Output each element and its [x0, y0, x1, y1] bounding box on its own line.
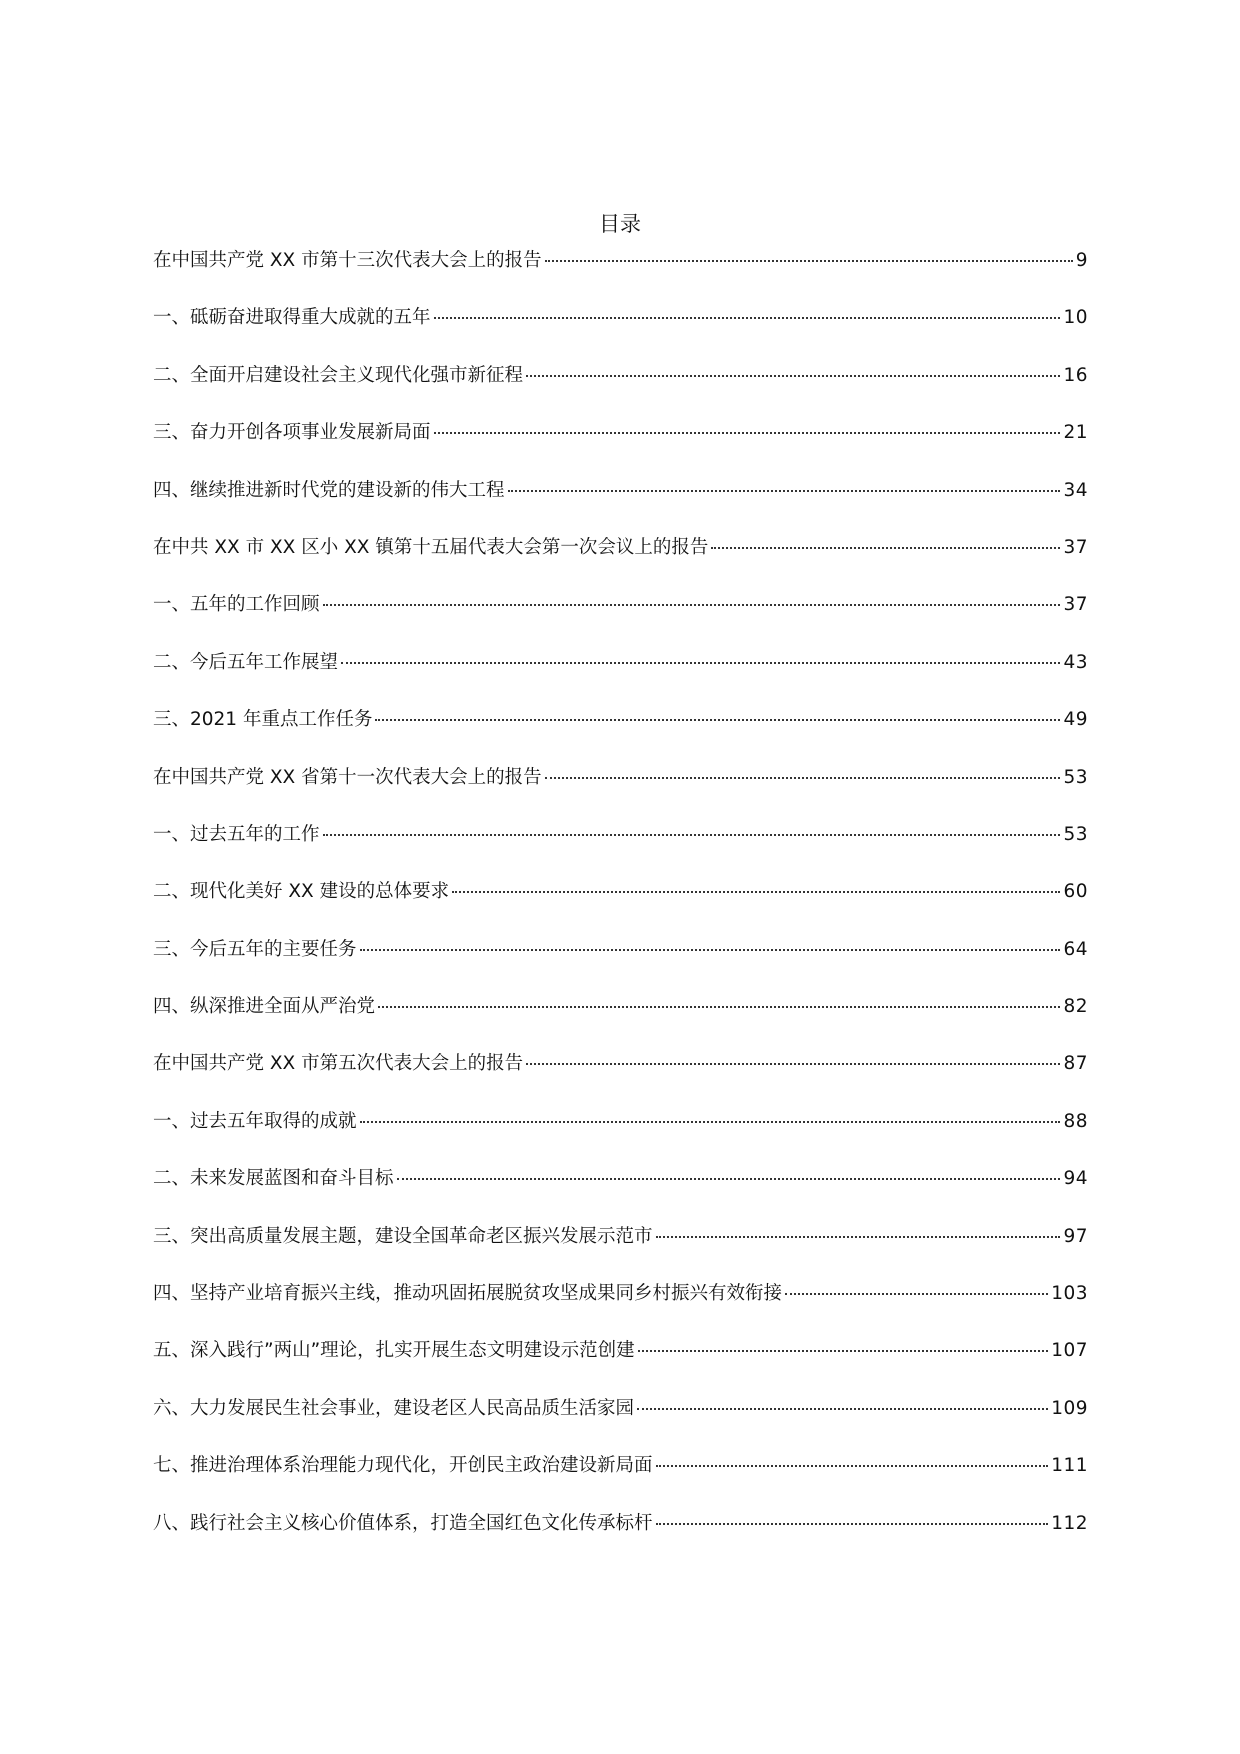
toc-entry-text: 一、过去五年取得的成就 [153, 1110, 357, 1132]
toc-entry[interactable] [153, 361, 1088, 418]
toc-entry[interactable] [153, 246, 1088, 303]
toc-entry-text: 在中共 XX 市 XX 区小 XX 镇第十五届代表大会第一次会议上的报告 [153, 536, 709, 558]
toc-dot-leader [711, 547, 1060, 549]
toc-entry-text: 一、砥砺奋进取得重大成就的五年 [153, 307, 431, 329]
toc-dot-leader [637, 1408, 1048, 1410]
toc-dot-leader [323, 604, 1061, 606]
toc-dot-leader [323, 834, 1061, 836]
toc-entry[interactable] [153, 1222, 1088, 1279]
toc-entry[interactable] [153, 1509, 1088, 1566]
toc-page-number: 53 [1063, 766, 1088, 788]
toc-entry[interactable] [153, 935, 1088, 992]
toc-entry[interactable] [153, 763, 1088, 820]
toc-entry-text: 三、突出高质量发展主题，建设全国革命老区振兴发展示范市 [153, 1225, 653, 1247]
toc-entry[interactable] [153, 303, 1088, 360]
toc-entry[interactable] [153, 1279, 1088, 1336]
toc-page-number: 109 [1051, 1397, 1088, 1419]
toc-page-number: 37 [1063, 594, 1088, 616]
toc-page-number: 111 [1051, 1455, 1088, 1477]
toc-dot-leader [360, 1121, 1061, 1123]
toc-page-number: 37 [1063, 536, 1088, 558]
toc-page-number: 107 [1051, 1340, 1088, 1362]
toc-entry[interactable] [153, 705, 1088, 762]
toc-entry-text: 四、纵深推进全面从严治党 [153, 996, 376, 1018]
toc-page-number: 10 [1063, 307, 1088, 329]
toc-page-number: 97 [1063, 1225, 1088, 1247]
toc-dot-leader [526, 1063, 1060, 1065]
toc-page-number: 87 [1063, 1053, 1088, 1075]
toc-entry[interactable] [153, 1049, 1088, 1106]
toc-entry-text: 二、全面开启建设社会主义现代化强市新征程 [153, 364, 524, 386]
toc-entry[interactable] [153, 1394, 1088, 1451]
toc-entry[interactable] [153, 533, 1088, 590]
toc-page-number: 60 [1063, 881, 1088, 903]
toc-page-number: 49 [1063, 709, 1088, 731]
toc-page-number: 9 [1075, 250, 1088, 271]
toc-page-number: 112 [1051, 1512, 1088, 1534]
toc-entry[interactable] [153, 1107, 1088, 1164]
toc-entry-text: 七、推进治理体系治理能力现代化，开创民主政治建设新局面 [153, 1455, 653, 1477]
toc-entry-text: 四、坚持产业培育振兴主线，推动巩固拓展脱贫攻坚成果同乡村振兴有效衔接 [153, 1283, 783, 1305]
toc-entry-text: 三、奋力开创各项事业发展新局面 [153, 422, 431, 444]
toc-page-number: 16 [1063, 364, 1088, 386]
toc-dot-leader [452, 891, 1060, 893]
toc-dot-leader [375, 719, 1060, 721]
toc-entry[interactable] [153, 1451, 1088, 1508]
toc-entry[interactable] [153, 648, 1088, 705]
toc-entry-text: 在中国共产党 XX 市第五次代表大会上的报告 [153, 1053, 524, 1075]
toc-entry-text: 六、大力发展民生社会事业，建设老区人民高品质生活家园 [153, 1397, 635, 1419]
toc-entry-text: 一、过去五年的工作 [153, 823, 320, 845]
toc-title: 目录 [599, 212, 641, 236]
toc-dot-leader [397, 1178, 1061, 1180]
toc-dot-leader [545, 260, 1073, 262]
toc-entry[interactable] [153, 418, 1088, 475]
toc-dot-leader [378, 1006, 1060, 1008]
toc-page-number: 53 [1063, 823, 1088, 845]
toc-entry[interactable] [153, 1164, 1088, 1221]
toc-dot-leader [545, 777, 1061, 779]
toc-entry-text: 三、2021 年重点工作任务 [153, 709, 373, 731]
toc-entry-text: 一、五年的工作回顾 [153, 594, 320, 616]
toc-entry[interactable] [153, 820, 1088, 877]
toc-dot-leader [341, 662, 1060, 664]
toc-dot-leader [785, 1293, 1048, 1295]
toc-entry[interactable] [153, 877, 1088, 934]
toc-entry-text: 四、继续推进新时代党的建设新的伟大工程 [153, 479, 505, 501]
toc-dot-leader [656, 1465, 1049, 1467]
toc-entry-text: 五、深入践行”两山”理论，扎实开展生态文明建设示范创建 [153, 1340, 635, 1362]
toc-entry[interactable] [153, 992, 1088, 1049]
toc-entry[interactable] [153, 590, 1088, 647]
toc-entry-text: 三、今后五年的主要任务 [153, 938, 357, 960]
toc-dot-leader [656, 1523, 1049, 1525]
toc-page-number: 21 [1063, 422, 1088, 444]
toc-page-number: 82 [1063, 996, 1088, 1018]
toc-entry-text: 二、今后五年工作展望 [153, 651, 339, 673]
toc-dot-leader [526, 375, 1060, 377]
toc-dot-leader [656, 1236, 1061, 1238]
toc-dot-leader [638, 1350, 1049, 1352]
toc-page-number: 43 [1063, 651, 1088, 673]
toc-page-number: 64 [1063, 938, 1088, 960]
toc-dot-leader [434, 317, 1061, 319]
toc-entry-text: 在中国共产党 XX 市第十三次代表大会上的报告 [153, 250, 542, 271]
toc-page-number: 103 [1051, 1283, 1088, 1305]
toc-page-number: 88 [1063, 1110, 1088, 1132]
toc-entry-text: 八、践行社会主义核心价值体系，打造全国红色文化传承标杆 [153, 1512, 653, 1534]
toc-entry[interactable] [153, 1336, 1088, 1393]
toc-entry[interactable] [153, 476, 1088, 533]
toc-entry-text: 二、现代化美好 XX 建设的总体要求 [153, 881, 450, 903]
toc-page-number: 94 [1063, 1168, 1088, 1190]
toc-entry-text: 在中国共产党 XX 省第十一次代表大会上的报告 [153, 766, 542, 788]
toc-entry-text: 二、未来发展蓝图和奋斗目标 [153, 1168, 394, 1190]
toc-dot-leader [508, 490, 1061, 492]
toc-page-number: 34 [1063, 479, 1088, 501]
toc-dot-leader [434, 432, 1061, 434]
table-of-contents [153, 246, 1088, 1566]
toc-dot-leader [360, 949, 1061, 951]
